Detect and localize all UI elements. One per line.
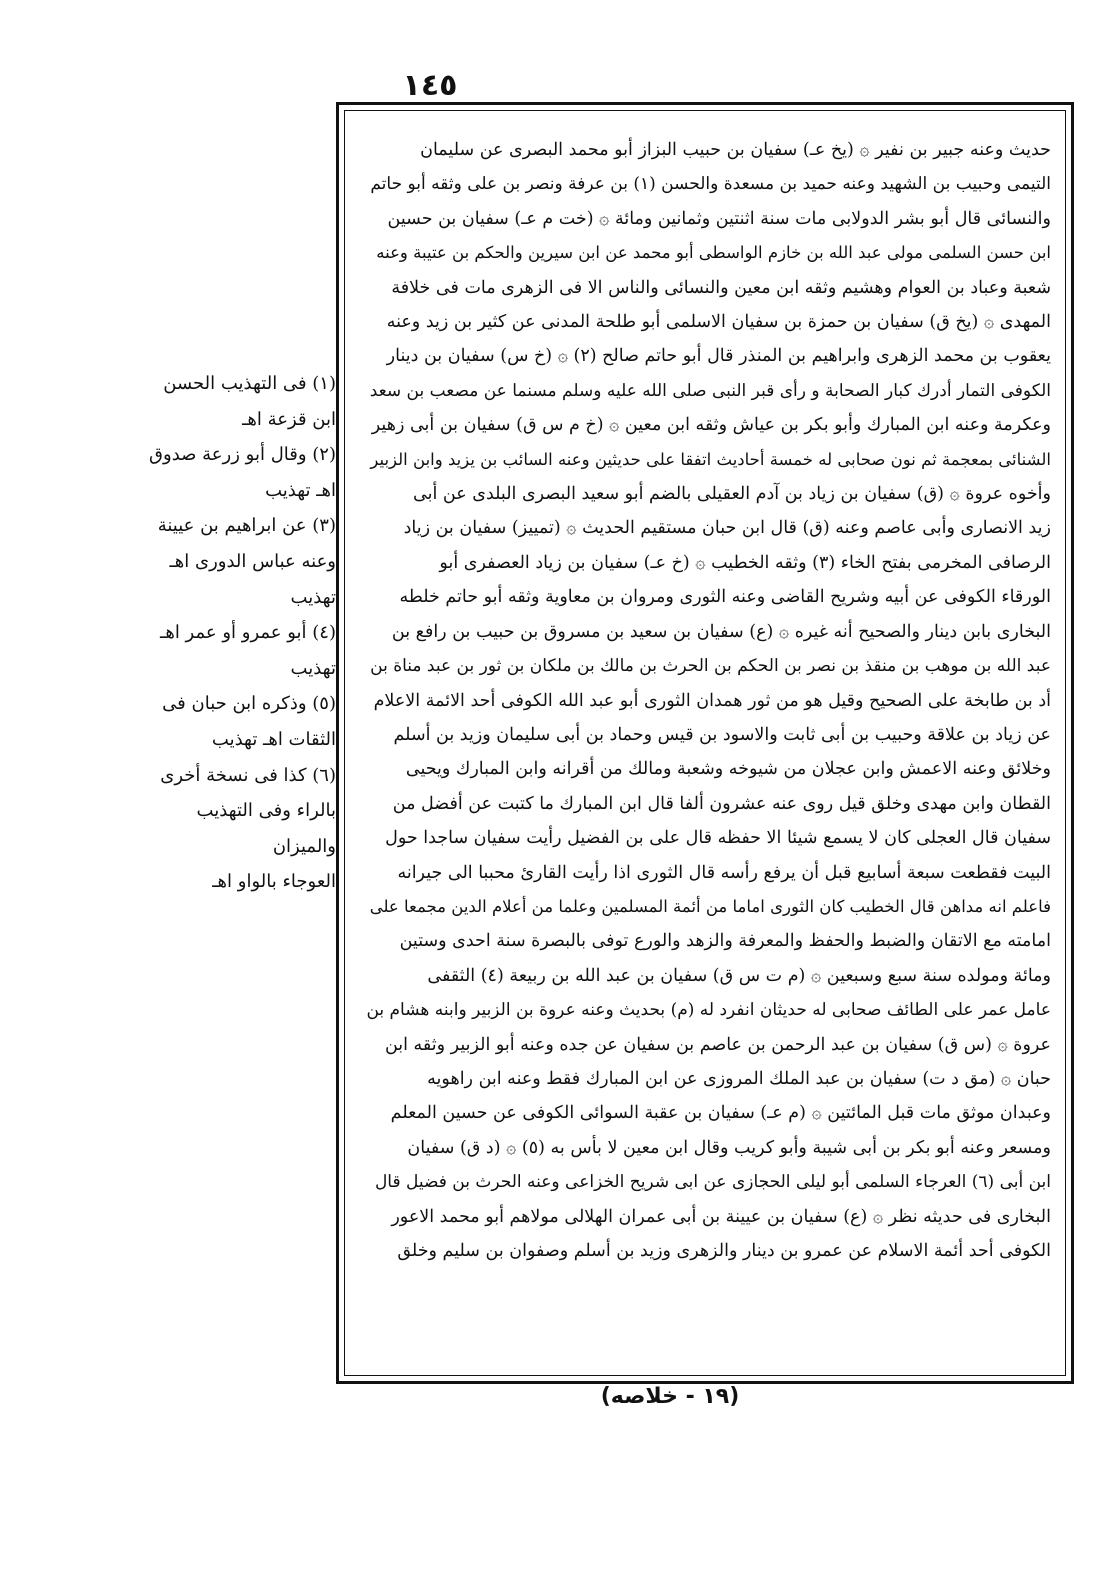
- text-line: القطان وابن مهدى وخلق قيل روى عنه عشرون ألفا قال ابن المبارك ما كتبت عن أفضل من: [392, 793, 1051, 814]
- text-line: حبان ۞ (مق د ت) سفيان بن عبد الملك المروزى عن ابن المبارك فقط وعنه ابن راهويه: [427, 1068, 1051, 1089]
- page-number: ١٤٥: [402, 68, 458, 103]
- text-line: الورقاء الكوفى عن أبيه وشريح القاضى وعنه الثورى ومروان بن معاوية وثقه أبو حاتم خلطه: [399, 587, 1051, 608]
- note-line: تهذيب: [290, 586, 336, 608]
- note-line: (٢) وقال أبو زرعة صدوق: [149, 444, 336, 466]
- text-line: حديث وعنه جبير بن نفير ۞ (يخ عـ) سفيان بن حبيب البزاز أبو محمد البصرى عن سليمان: [420, 140, 1051, 160]
- text-line: الرصافى المخرمى بفتح الخاء (٣) وثقه الخطيب ۞ (خ عـ) سفيان بن زياد العصفرى أبو: [439, 552, 1051, 573]
- text-line: سفيان قال العجلى كان لا يسمع شيئا الا حفظه قال على بن الفضيل رأيت سفيان ساجدا حول: [385, 828, 1051, 849]
- note-line: ابن قزعة اهـ: [242, 408, 336, 430]
- note-line: تهذيب: [290, 657, 336, 679]
- text-line: وعكرمة وعنه ابن المبارك وأبو بكر بن عياش وثقه ابن معين ۞ (خ م س ق) سفيان بن أبى زهير: [371, 415, 1051, 436]
- note-line: وعنه عباس الدورى اهـ: [169, 550, 336, 572]
- text-line: عن زياد بن علاقة وحبيب بن أبى ثابت والاسود بن قيس وحماد بن أبى سليمان وزيد بن أسلم: [393, 724, 1051, 745]
- text-line: البيت فقطعت سبعة أسابيع قبل أن يرفع رأسه قال الثورى اذا رأيت القارئ محببا الى جيرانه: [397, 862, 1051, 883]
- text-line: المهدى ۞ (يخ ق) سفيان بن حمزة بن سفيان الاسلمى أبو طلحة المدنى عن كثير بن زيد وعنه: [386, 312, 1051, 333]
- text-line: عروة ۞ (س ق) سفيان بن عبد الرحمن بن عاصم بن سفيان عن جده وعنه أبو الزبير وثقه ابن: [384, 1034, 1051, 1055]
- text-line: ومسعر وعنه أبو بكر بن أبى شيبة وأبو كريب وقال ابن معين لا بأس به (٥) ۞ (د ق) سفيان: [407, 1137, 1051, 1158]
- text-line: شعبة وعباد بن العوام وهشيم وثقه ابن معين والنسائى والناس الا فى الزهرى مات فى خلافة: [391, 277, 1051, 298]
- text-line: عبد الله بن موهب بن منقذ بن نصر بن الحكم بن الحرث بن مالك بن ملكان بن ثور بن عبد مناة بن: [370, 656, 1051, 677]
- text-line: زيد الانصارى وأبى عاصم وعنه (ق) قال ابن حبان مستقيم الحديث ۞ (تمييز) سفيان بن زياد: [403, 518, 1051, 539]
- note-line: (٦) كذا فى نسخة أخرى: [160, 764, 336, 786]
- text-line: وأخوه عروة ۞ (ق) سفيان بن زياد بن آدم العقيلى بالضم أبو سعيد البصرى البلدى عن أبى: [413, 484, 1051, 505]
- text-line: وخلائق وعنه الاعمش وابن عجلان من شيوخه وشعبة ومالك من أقرانه وابن المبارك ويحيى: [405, 759, 1051, 780]
- note-line: (٣) عن ابراهيم بن عيينة: [157, 515, 336, 537]
- text-line: عامل عمر على الطائف صحابى له حديثان انفرد له (م) بحديث وعنه عروة بن الزبير وابنه هشام بن: [366, 1000, 1051, 1021]
- text-line: الشنائى بمعجمة ثم نون صحابى له خمسة أحاديث اتفقا على حديثين وعنه السائب بن يزيد وابن الزبير: [370, 449, 1051, 469]
- text-line: ابن أبى (٦) العرجاء السلمى أبو ليلى الحجازى عن ابى شريح الخزاعى وعنه الحرث بن فضيل قال: [374, 1172, 1051, 1193]
- text-line: وعبدان موثق مات قبل المائتين ۞ (م عـ) سفيان بن عقبة السوائى الكوفى عن حسين المعلم: [390, 1103, 1051, 1124]
- note-line: (١) فى التهذيب الحسن: [163, 373, 336, 394]
- note-line: (٥) وذكره ابن حبان فى: [162, 693, 336, 715]
- note-line: اهـ تهذيب: [265, 479, 336, 501]
- text-line: فاعلم انه مداهن قال الخطيب كان الثورى اماما من أئمة المسلمين وعلما من أعلام الدين مجمعا على: [369, 896, 1051, 916]
- note-line: الثقات اهـ تهذيب: [211, 728, 336, 750]
- main-text: [357, 133, 1051, 1268]
- text-line: أد بن طابخة على الصحيح وقيل هو من ثور همدان الثورى أبو عبد الله الكوفى أحد الائمة الاعلام: [373, 690, 1051, 711]
- text-line: الكوفى التمار أدرك كبار الصحابة و رأى قبر النبى صلى الله عليه وسلم مسنما عن مصعب بن سعد: [369, 380, 1051, 401]
- note-line: بالراء وفى التهذيب والميزان: [196, 800, 336, 857]
- text-line: ومائة ومولده سنة سبع وسبعين ۞ (م ت س ق) سفيان بن عبد الله بن ربيعة (٤) الثقفى: [427, 965, 1051, 986]
- text-line: يعقوب بن محمد الزهرى وابراهيم بن المنذر قال أبو حاتم صالح (٢) ۞ (خ س) سفيان بن دينار: [386, 346, 1051, 367]
- note-line: (٤) أبو عمرو أو عمر اهـ: [160, 622, 336, 644]
- text-line: التيمى وحبيب بن الشهيد وعنه حميد بن مسعدة والحسن (١) بن عرفة ونصر بن على وثقه أبو حاتم: [370, 174, 1051, 195]
- marginal-notes: [148, 366, 336, 900]
- text-line: امامته مع الاتقان والضبط والحفظ والمعرفة والزهد والورع توفى بالبصرة سنة احدى وستين: [399, 931, 1051, 952]
- text-line: البخارى بابن دينار والصحيح أنه غيره ۞ (ع) سفيان بن سعيد بن مسروق بن حبيب بن رافع بن: [391, 621, 1051, 642]
- text-line: ابن حسن السلمى مولى عبد الله بن خازم الواسطى أبو محمد عن ابن سيرين والحكم بن عتيبة وعنه: [376, 243, 1051, 263]
- text-frame: [344, 110, 1066, 1376]
- text-line: والنسائى قال أبو بشر الدولابى مات سنة اثنتين وثمانين ومائة ۞ (خت م عـ) سفيان بن حسين: [387, 208, 1051, 229]
- text-line: البخارى فى حديثه نظر ۞ (ع) سفيان بن عيينة بن أبى عمران الهلالى مولاهم أبو محمد الاعور: [391, 1206, 1051, 1227]
- note-line: العوجاء بالواو اهـ: [212, 871, 336, 893]
- page-footer: (١٩ - خلاصه): [600, 1384, 740, 1409]
- text-line: الكوفى أحد أئمة الاسلام عن عمرو بن دينار والزهرى وزيد بن أسلم وصفوان بن سليم وخلق: [397, 1241, 1051, 1261]
